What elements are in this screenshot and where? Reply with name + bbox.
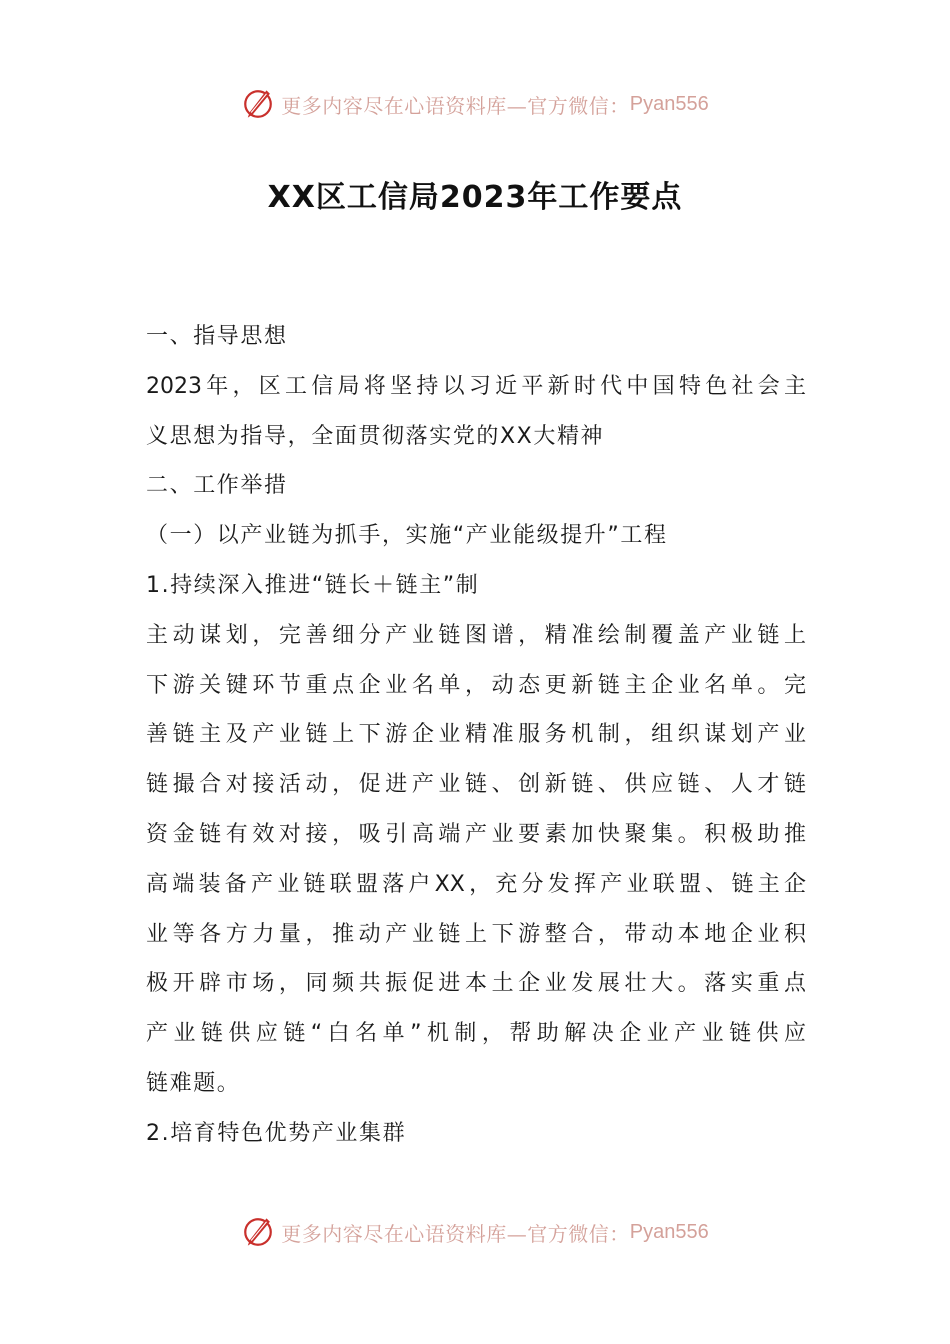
text-line: 极开辟市场，同频共振促进本土企业发展壮大。落实重点 xyxy=(146,971,806,997)
text-line: 高端装备产业链联盟落户XX，充分发挥产业联盟、链主企 xyxy=(146,871,806,897)
watermark-header xyxy=(0,84,950,124)
text-line: （一）以产业链为抓手，实施“产业能级提升”工程 xyxy=(146,523,668,549)
text-line: 链撮合对接活动，促进产业链、创新链、供应链、人才链 xyxy=(146,772,806,798)
text-line: 资金链有效对接，吸引高端产业要素加快聚集。积极助推 xyxy=(146,821,806,847)
quill-pen-logo-icon xyxy=(241,87,275,121)
text-line: 善链主及产业链上下游企业精准服务机制，组织谋划产业 xyxy=(146,722,806,748)
text-line: 产业链供应链“白名单”机制，帮助解决企业产业链供应 xyxy=(146,1021,806,1047)
document-body xyxy=(146,312,806,1159)
text-line: 业等各方力量，推动产业链上下游整合，带动本地企业积 xyxy=(146,921,806,947)
quill-pen-logo-icon xyxy=(241,1215,275,1249)
watermark-text: 更多内容尽在心语资料库—官方微信： xyxy=(281,93,630,118)
watermark-footer xyxy=(0,1212,950,1252)
text-line: 2.培育特色优势产业集群 xyxy=(146,1120,407,1146)
text-line: 主动谋划，完善细分产业链图谱，精准绘制覆盖产业链上 xyxy=(146,622,806,648)
text-line: 1.持续深入推进“链长＋链主”制 xyxy=(146,572,480,598)
watermark-wechat-id: Pyan556 xyxy=(629,92,709,115)
text-line: 下游关键环节重点企业名单，动态更新链主企业名单。完 xyxy=(146,672,806,698)
text-line: 一、指导思想 xyxy=(146,324,288,349)
watermark-wechat-id: Pyan556 xyxy=(629,1220,709,1243)
text-line: 二、工作举措 xyxy=(146,473,288,499)
text-line: 义思想为指导，全面贯彻落实党的XX大精神 xyxy=(146,423,605,449)
document-title: XX区工信局2023年工作要点 xyxy=(267,180,683,215)
text-line: 链难题。 xyxy=(146,1070,241,1096)
text-line: 2023年，区工信局将坚持以习近平新时代中国特色社会主 xyxy=(146,373,806,399)
watermark-text: 更多内容尽在心语资料库—官方微信： xyxy=(281,1221,630,1246)
